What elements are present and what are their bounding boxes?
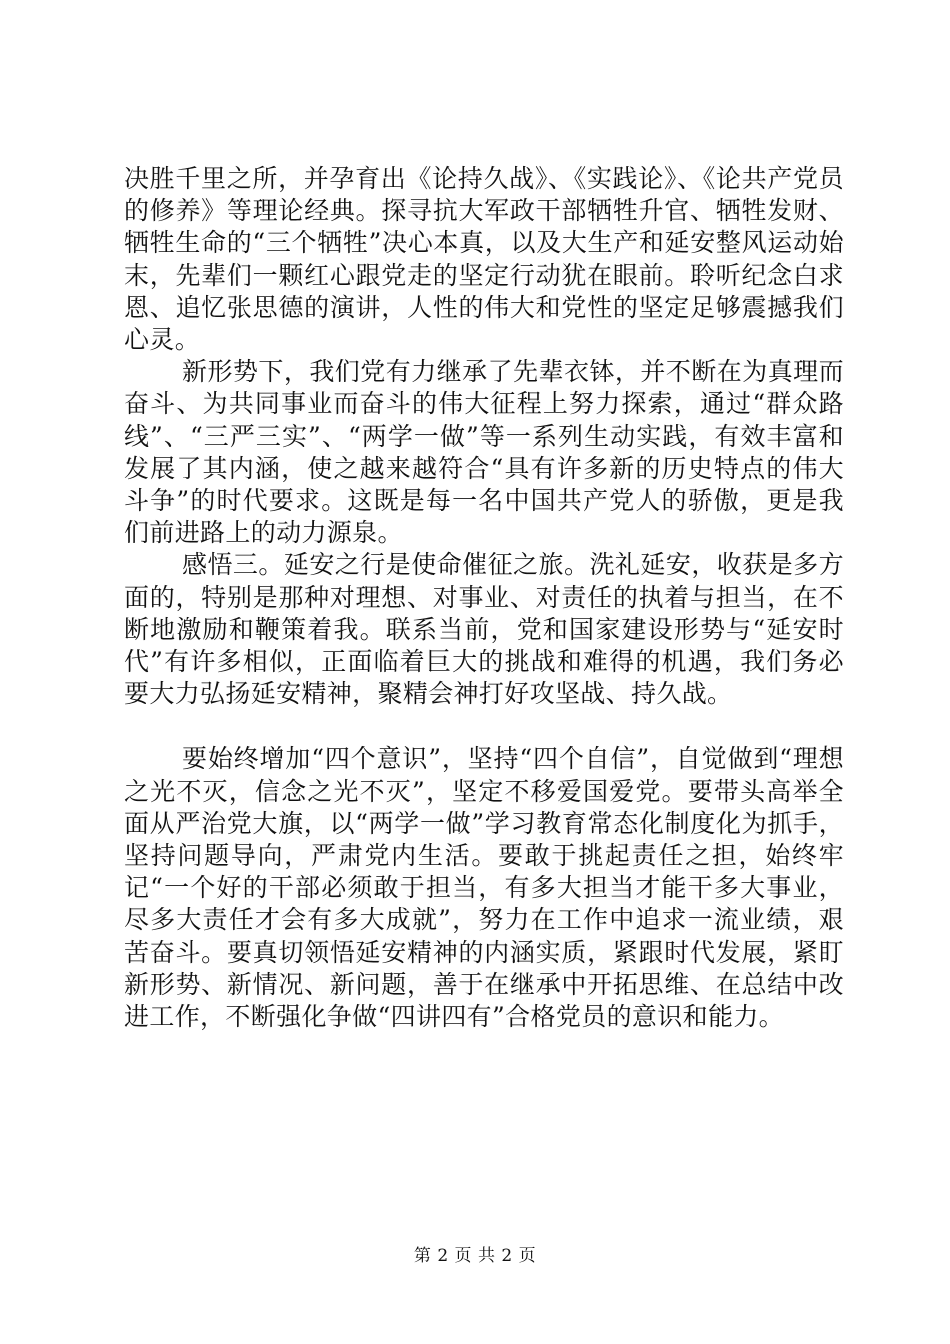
paragraph-insight-three: 感悟三。延安之行是使命催征之旅。洗礼延安，收获是多方面的，特别是那种对理想、对事业、对责任的执着与担当，在不断地激励和鞭策着我。联系当前，党和国家建设形势与“延安时代”有许多相似，正面临着巨大的挑战和难得的机遇，我们务必要大力弘扬延安精神，聚精会神打好攻坚战、持久战。: [124, 550, 844, 709]
paragraph-requirements: 要始终增加“四个意识”，坚持“四个自信”，自觉做到“理想之光不灭，信念之光不灭”，坚定不移爱国爱党。要带头高举全面从严治党大旗，以“两学一做”学习教育常态化制度化为抓手，坚持问题导向，严肃党内生活。要敢于挑起责任之担，始终牢记“一个好的干部必须敢于担当，有多大担当才能干多大事业，尽多大责任才会有多大成就”，努力在工作中追求一流业绩，艰苦奋斗。要真切领悟延安精神的内涵实质，紧跟时代发展，紧盯新形势、新情况、新问题，善于在继承中开拓思维、在总结中改进工作，不断强化争做“四讲四有”合格党员的意识和能力。: [124, 744, 844, 1032]
paragraph-continuation: 决胜千里之所，并孕育出《论持久战》、《实践论》、《论共产党员的修养》等理论经典。探寻抗大军政干部牺牲升官、牺牲发财、牺牲生命的“三个牺牲”决心本真，以及大生产和延安整风运动始末，先辈们一颗红心跟党走的坚定行动犹在眼前。聆听纪念白求恩、追忆张思德的演讲，人性的伟大和党性的坚定足够震撼我们心灵。: [124, 164, 844, 355]
paragraph-new-situation: 新形势下，我们党有力继承了先辈衣钵，并不断在为真理而奋斗、为共同事业而奋斗的伟大征程上努力探索，通过“群众路线”、“三严三实”、“两学一做”等一系列生动实践，有效丰富和发展了其内涵，使之越来越符合“具有许多新的历史特点的伟大斗争”的时代要求。这既是每一名中国共产党人的骄傲，更是我们前进路上的动力源泉。: [124, 357, 844, 548]
page-footer: 第 2 页 共 2 页: [413, 1246, 537, 1266]
document-body: [124, 163, 844, 1033]
